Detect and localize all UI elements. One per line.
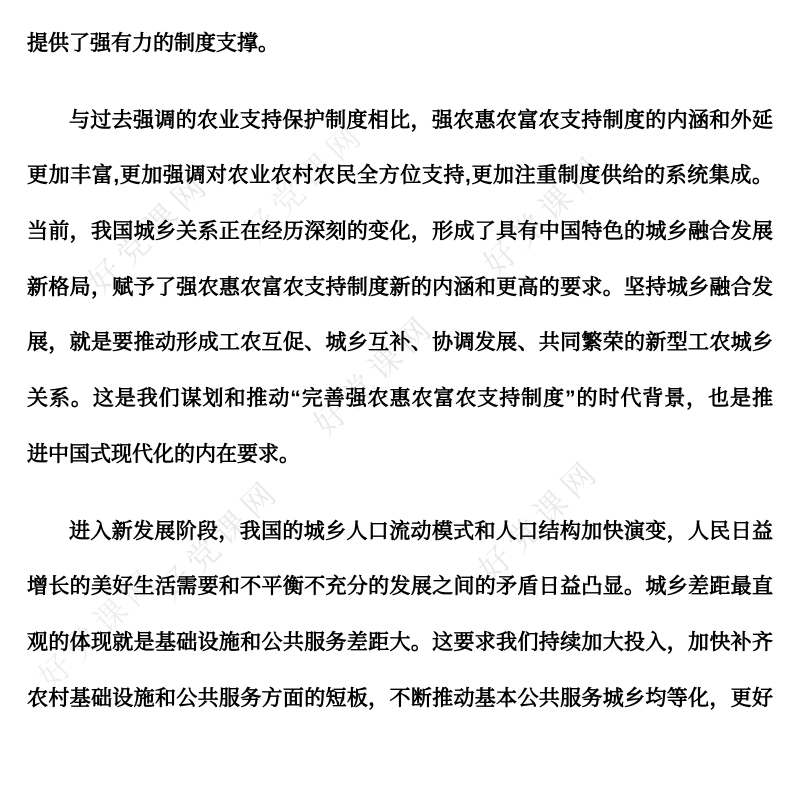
document-line: 进中国式现代化的内在要求。 <box>27 442 300 466</box>
document-line: 当前，我国城乡关系正在经历深刻的变化，形成了具有中国特色的城乡融合发展 <box>27 220 773 244</box>
watermark-text: 好党课网 <box>31 559 168 696</box>
document-content <box>27 0 773 726</box>
document-line: 农村基础设施和公共服务方面的短板，不断推动基本公共服务城乡均等化，更好 <box>27 686 773 710</box>
watermark-text: 好党课网 <box>471 451 608 588</box>
document-line: 进入新发展阶段，我国的城乡人口流动模式和人口结构加快演变，人民日益 <box>69 519 773 543</box>
document-line: 关系。这是我们谋划和推动“完善强农惠农富农支持制度”的时代背景，也是推 <box>27 387 773 411</box>
document-line: 展，就是要推动形成工农互促、城乡互补、协调发展、共同繁荣的新型工农城乡 <box>27 331 773 355</box>
watermark-text: 好党课网 <box>81 164 218 301</box>
document-line: 观的体现就是基础设施和公共服务差距大。这要求我们持续加大投入，加快补齐 <box>27 630 773 654</box>
document-line: 与过去强调的农业支持保护制度相比，强农惠农富农支持制度的内涵和外延 <box>69 108 773 132</box>
document-line: 增长的美好生活需要和不平衡不充分的发展之间的矛盾日益凸显。城乡差距最直 <box>27 575 773 599</box>
watermark-text: 好党课网 <box>151 471 288 608</box>
document-line: 提供了强有力的制度支撑。 <box>27 32 279 55</box>
watermark-text: 好党课网 <box>476 146 613 283</box>
document-line: 新格局，赋予了强农惠农富农支持制度新的内涵和更高的要求。坚持城乡融合发 <box>27 275 773 299</box>
watermark-text: 好党课网 <box>236 114 373 251</box>
document-line: 更加丰富,更加强调对农业农村农民全方位支持,更加注重制度供给的系统集成。 <box>27 164 773 188</box>
watermark-text: 好党课网 <box>306 306 443 443</box>
